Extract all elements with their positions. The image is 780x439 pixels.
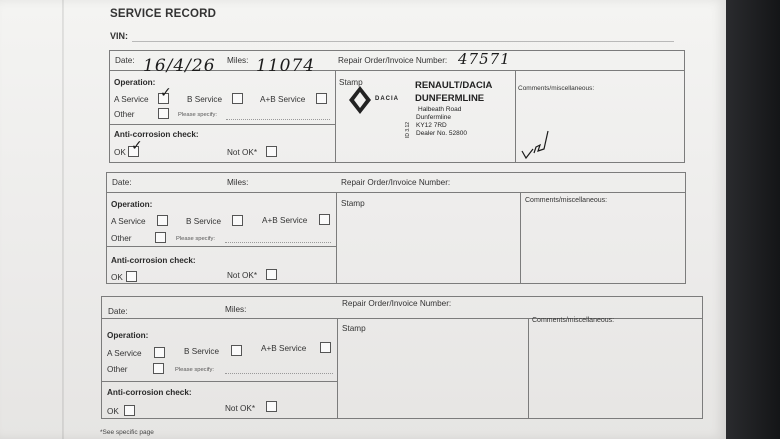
comments-label: Comments/miscellaneous: (525, 197, 608, 204)
not-ok-checkbox[interactable] (266, 146, 277, 157)
service-record-2 (106, 172, 686, 284)
date-label: Date: (115, 56, 135, 65)
b-service-checkbox[interactable] (232, 215, 243, 226)
not-ok-checkbox[interactable] (266, 269, 277, 280)
a-service-checkbox[interactable] (157, 215, 168, 226)
please-specify-label: Please specify: (178, 112, 217, 118)
section-divider (110, 124, 335, 125)
not-ok-label: Not OK* (227, 148, 258, 157)
please-specify-label: Please specify: (176, 236, 215, 242)
stamp-label: Stamp (341, 199, 365, 208)
a-service-tick: ✓ (160, 85, 172, 101)
anti-corrosion-label: Anti-corrosion check: (107, 388, 192, 397)
b-service-checkbox[interactable] (232, 93, 243, 104)
repair-order-label: Repair Order/Invoice Number: (341, 178, 451, 187)
ok-label: OK (107, 407, 119, 416)
not-ok-label: Not OK* (225, 404, 256, 413)
repair-order-label: Repair Order/Invoice Number: (338, 56, 448, 65)
a-service-checkbox[interactable] (154, 347, 165, 358)
other-label: Other (111, 234, 132, 243)
repair-order-value[interactable]: 47571 (458, 50, 511, 68)
page-title: SERVICE RECORD (110, 8, 217, 20)
a-service-label: A Service (111, 217, 146, 226)
ok-checkbox[interactable] (126, 271, 137, 282)
dacia-brand: DACIA (375, 96, 399, 102)
section-divider (107, 246, 336, 247)
ab-service-checkbox[interactable] (319, 214, 330, 225)
miles-value[interactable]: 11074 (256, 56, 316, 76)
a-service-label: A Service (107, 349, 142, 358)
b-service-label: B Service (186, 217, 222, 226)
ok-label: OK (114, 148, 126, 157)
operation-label: Operation: (107, 331, 149, 340)
b-service-label: B Service (184, 347, 220, 356)
page-binding (62, 0, 64, 439)
b-service-checkbox[interactable] (231, 345, 242, 356)
anti-corrosion-label: Anti-corrosion check: (114, 130, 199, 139)
dealer-number: Dealer No. 52800 (416, 130, 467, 137)
dealer-name-1: RENAULT/DACIA (415, 80, 493, 91)
comments-label: Comments/miscellaneous: (532, 317, 615, 324)
please-specify-field[interactable] (225, 373, 333, 375)
dealer-address-1: Halbeath Road (418, 106, 462, 113)
comments-label: Comments/miscellaneous: (518, 85, 595, 92)
ab-service-checkbox[interactable] (320, 342, 331, 353)
not-ok-checkbox[interactable] (266, 401, 277, 412)
other-label: Other (114, 110, 135, 119)
other-checkbox[interactable] (158, 108, 169, 119)
other-checkbox[interactable] (155, 232, 166, 243)
a-service-label: A Service (114, 95, 149, 104)
ok-checkbox[interactable] (124, 405, 135, 416)
miles-label: Miles: (225, 305, 247, 314)
record-header (110, 50, 684, 76)
other-label: Other (107, 365, 128, 374)
stamp-label: Stamp (339, 78, 363, 87)
stamp-column (338, 319, 529, 418)
service-record-3 (101, 296, 703, 419)
ab-service-label: A+B Service (260, 95, 306, 104)
date-label: Date: (108, 307, 128, 316)
miles-label: Miles: (227, 56, 249, 65)
record-header (107, 173, 685, 193)
miles-label: Miles: (227, 178, 249, 187)
other-checkbox[interactable] (153, 363, 164, 374)
service-record-1 (109, 50, 685, 163)
renault-logo (348, 85, 372, 117)
dealer-address-2: Dunfermline (416, 114, 452, 121)
record-header (102, 297, 702, 319)
section-divider (102, 381, 337, 382)
background-surface (726, 0, 780, 439)
footnote: *See specific page (100, 429, 154, 436)
ab-service-checkbox[interactable] (316, 93, 327, 104)
operation-label: Operation: (111, 200, 153, 209)
not-ok-label: Not OK* (227, 271, 258, 280)
vin-field[interactable] (132, 41, 674, 42)
vin-label: VIN: (110, 31, 128, 41)
b-service-label: B Service (187, 95, 223, 104)
stamp-label: Stamp (342, 324, 366, 333)
stamp-side-code: ID 3.12 (405, 121, 412, 139)
date-label: Date: (112, 178, 132, 187)
ab-service-label: A+B Service (262, 216, 308, 225)
signature-mark (520, 129, 550, 163)
ok-label: OK (111, 273, 123, 282)
ok-tick: ✓ (131, 138, 143, 154)
please-specify-label: Please specify: (175, 367, 214, 373)
dealer-name-2: DUNFERMLINE (415, 93, 485, 104)
dealer-address-3: KY12 7RD (416, 122, 447, 129)
repair-order-label: Repair Order/Invoice Number: (342, 299, 452, 308)
anti-corrosion-label: Anti-corrosion check: (111, 256, 196, 265)
please-specify-field[interactable] (226, 119, 330, 121)
ab-service-label: A+B Service (261, 344, 307, 353)
date-value[interactable]: 16/4/26 (143, 56, 216, 76)
please-specify-field[interactable] (225, 242, 331, 244)
operation-label: Operation: (114, 78, 156, 87)
